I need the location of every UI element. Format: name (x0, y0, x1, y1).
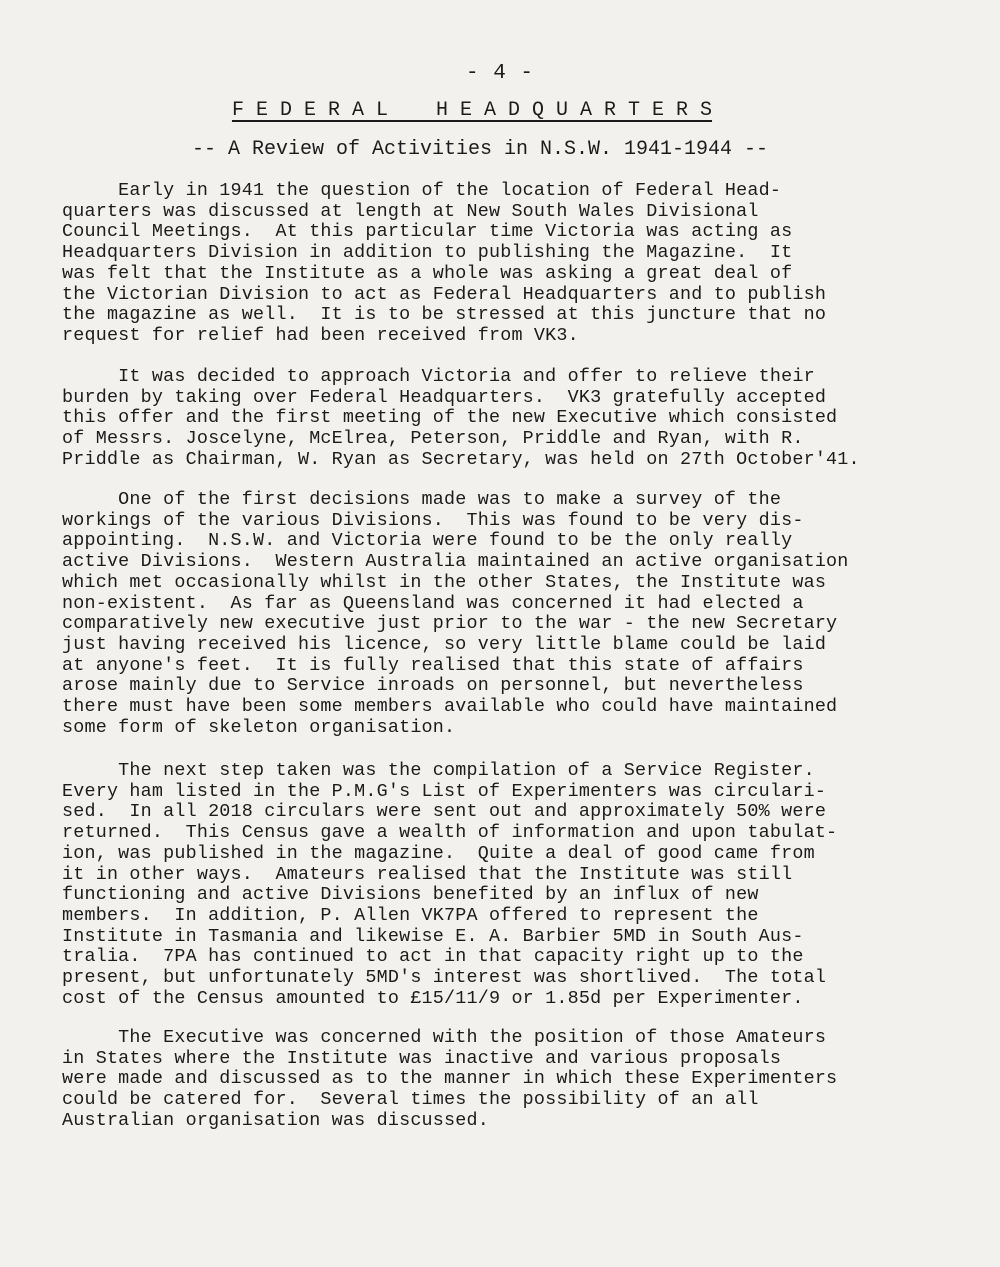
page-title (0, 99, 944, 122)
paragraph-location-question: Early in 1941 the question of the location of Federal Head- quarters was discussed at length at New South Wales Divisional Council Meetings. At this particular time Victoria was acting as Headquarters Division in addition to publishing the Magazine. It was felt that the Institute as a whole was asking a great deal of the Victorian Division to act as Federal Headquarters and to publish the magazine as well. It is to be stressed at this juncture that no request for relief had been received from VK3. (62, 180, 827, 346)
title-text: F E D E R A L H E A D Q U A R T E R S (231, 99, 713, 122)
paragraph-divisions-survey: One of the first decisions made was to make a survey of the workings of the various Divisions. This was found to be very dis- appointing. N.S.W. and Victoria were found to be the only really active Divisions. Western Australia maintained an active organisation which met occasionally whilst in the other States, the Institute was non-existent. As far as Queensland was concerned it had elected a comparatively new executive just prior to the war - the new Secretary just having received his licence, so very little blame could be laid at anyone's feet. It is fully realised that this state of affairs arose mainly due to Service inroads on personnel, but nevertheless there must have been some members available who could have maintained some form of skeleton organisation. (62, 489, 849, 738)
subtitle: -- A Review of Activities in N.S.W. 1941-1944 -- (191, 138, 769, 161)
paragraph-approach-victoria: It was decided to approach Victoria and offer to relieve their burden by taking over Federal Headquarters. VK3 gratefully accepted this offer and the first meeting of the new Executive which consisted of Messrs. Joscelyne, McElrea, Peterson, Priddle and Ryan, with R. Priddle as Chairman, W. Ryan as Secretary, was held on 27th October'41. (62, 366, 860, 470)
paragraph-executive-concern: The Executive was concerned with the position of those Amateurs in States where the Institute was inactive and various proposals were made and discussed as to the manner in which these Experimenters could be catered for. Several times the possibility of an all Australian organisation was discussed. (62, 1027, 838, 1131)
page-number: - 4 - (465, 62, 534, 85)
paragraph-service-register: The next step taken was the compilation of a Service Register. Every ham listed in the P.M.G's List of Experimenters was circulari- sed. In all 2018 circulars were sent out and approximately 50% were returned. This Census gave a wealth of information and upon tabulat- ion, was published in the magazine. Quite a deal of good came from it in other ways. Amateurs realised that the Institute was still functioning and active Divisions benefited by an influx of new members. In addition, P. Allen VK7PA offered to represent the Institute in Tasmania and likewise E. A. Barbier 5MD in South Aus- tralia. 7PA has continued to act in that capacity right up to the present, but unfortunately 5MD's interest was shortlived. The total cost of the Census amounted to £15/11/9 or 1.85d per Experimenter. (62, 760, 838, 1009)
